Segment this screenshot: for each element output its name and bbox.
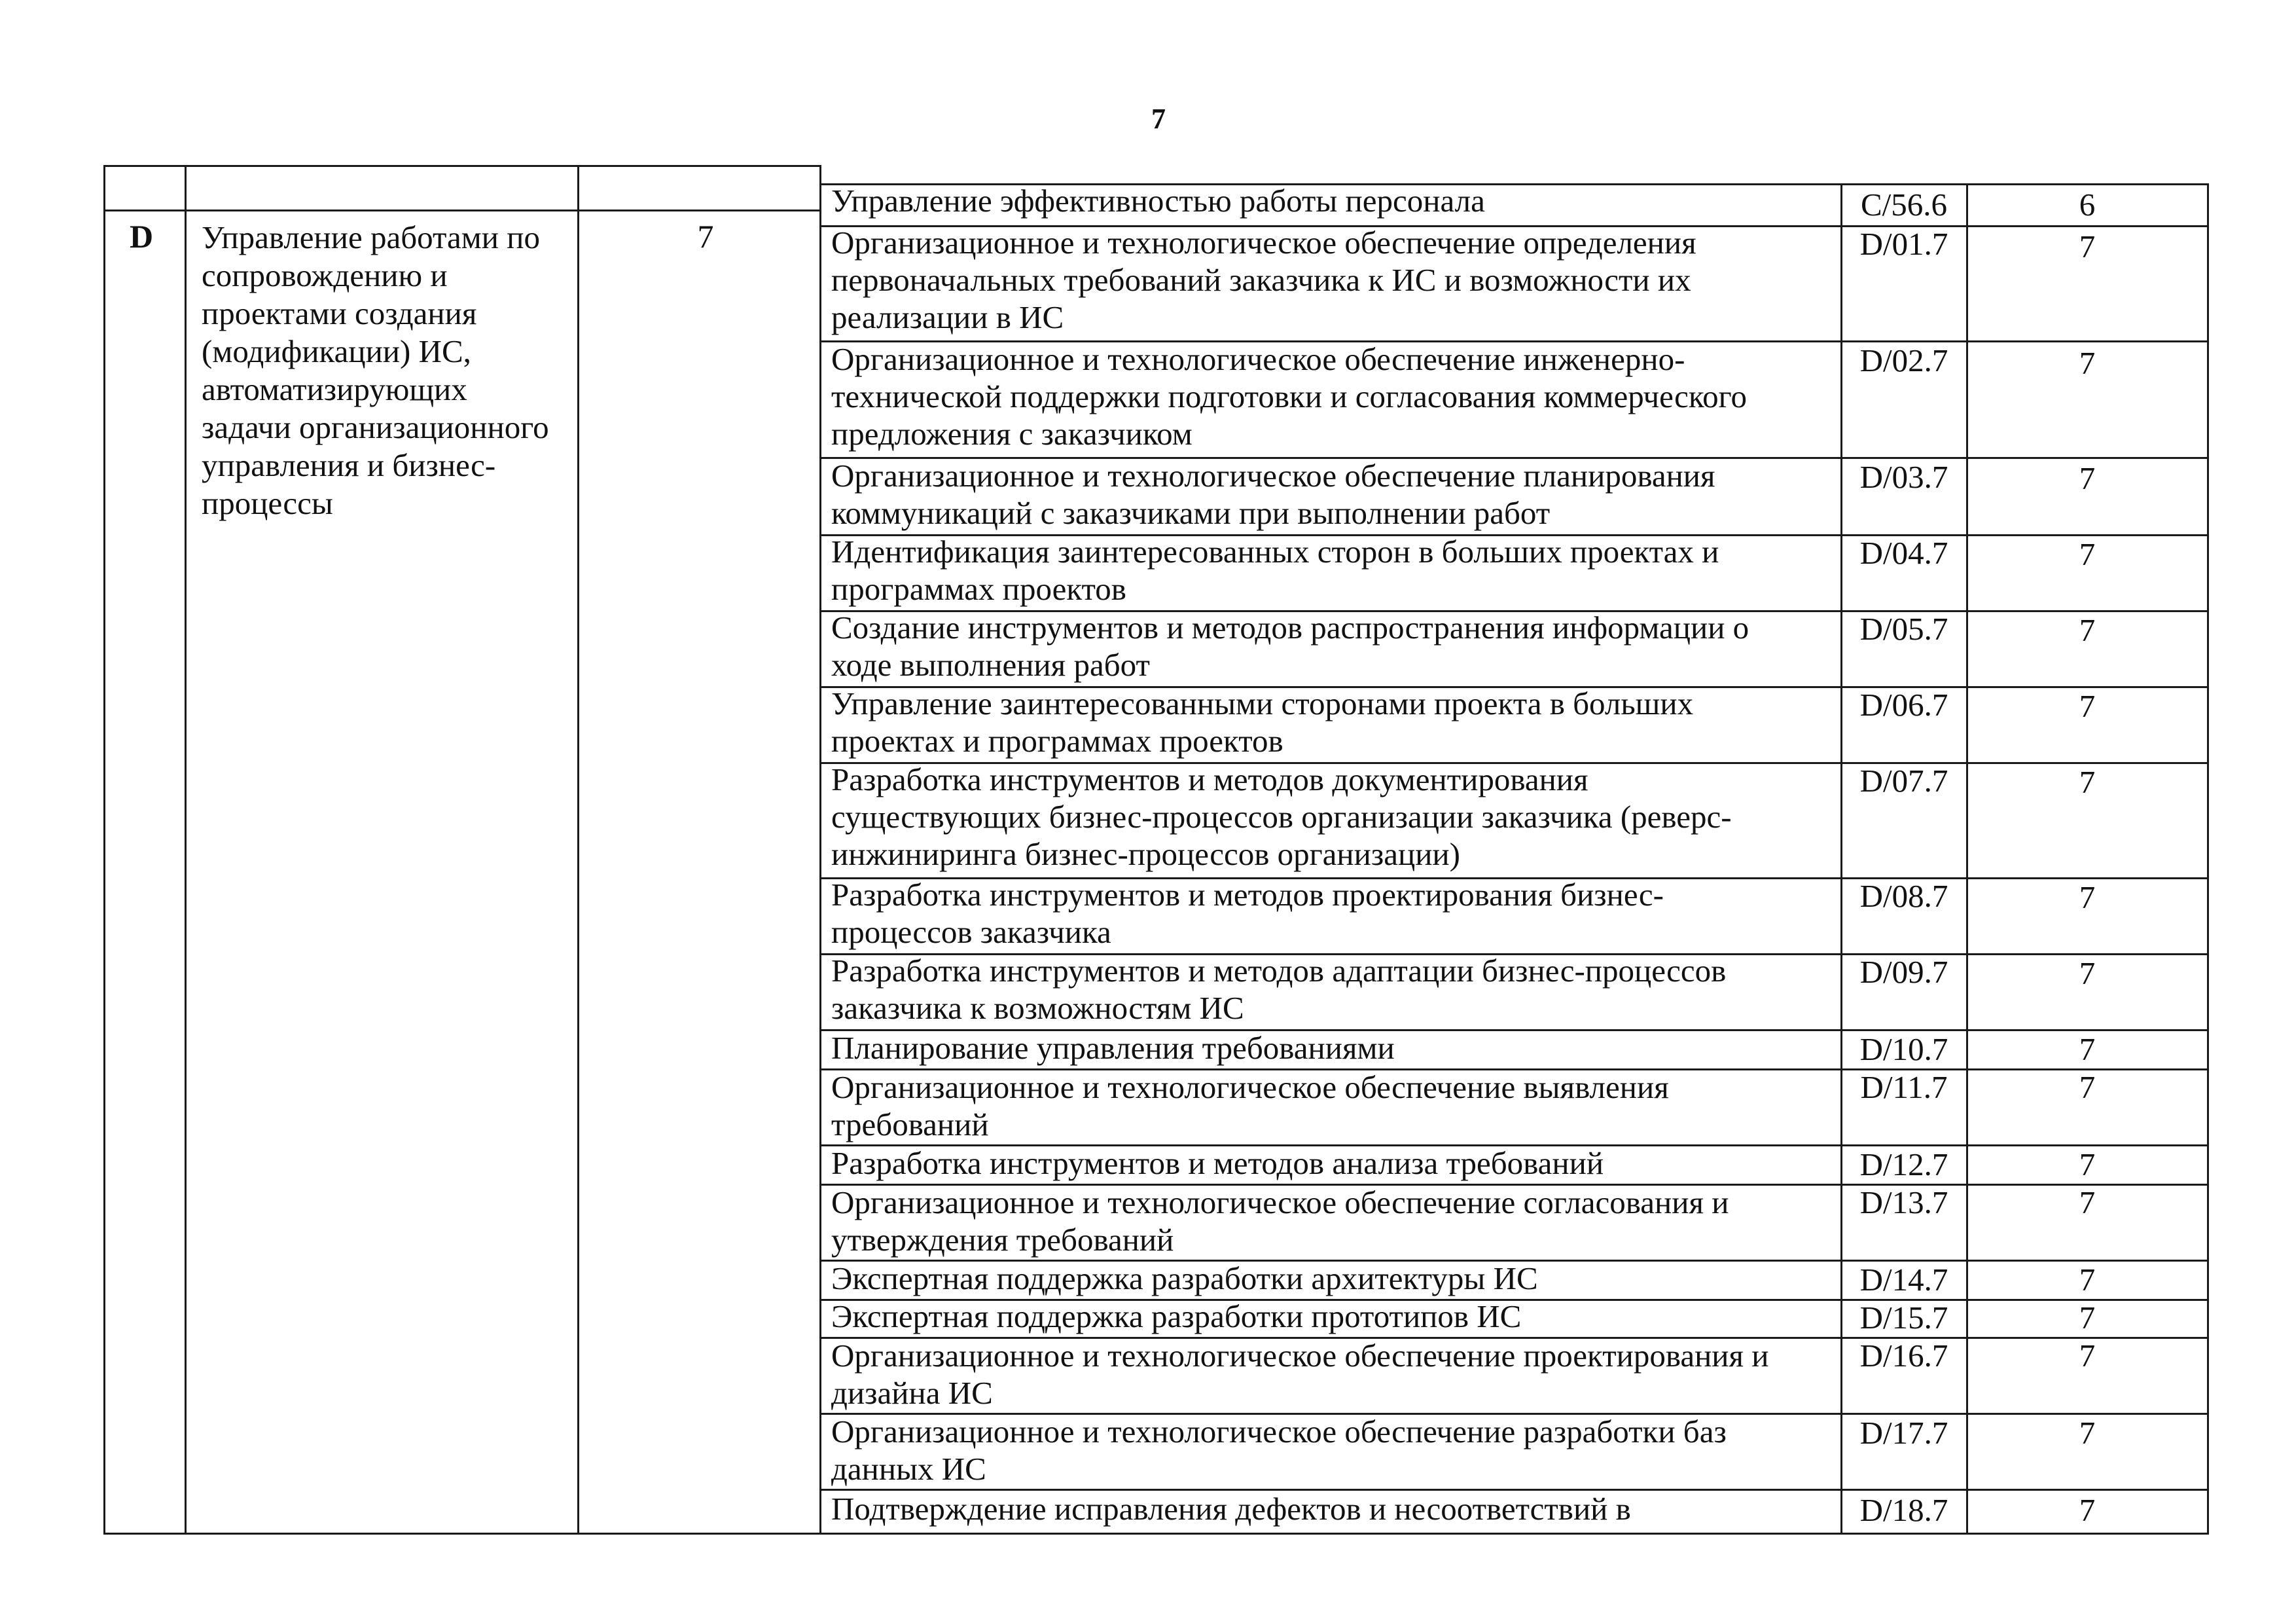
function-level: 7 bbox=[2079, 955, 2096, 991]
function-title bbox=[831, 1029, 1918, 1067]
function-title-line: Организационное и технологическое обеспечение разработки баз bbox=[831, 1413, 1727, 1450]
function-code: D/04.7 bbox=[1859, 535, 1948, 571]
function-level: 7 bbox=[2079, 1262, 2096, 1298]
function-level: 6 bbox=[2079, 187, 2096, 223]
function-level: 7 bbox=[2079, 1338, 2096, 1374]
function-code: D/18.7 bbox=[1859, 1492, 1948, 1528]
page-number: 7 bbox=[1151, 103, 1166, 135]
function-title bbox=[831, 876, 1918, 951]
function-title-line: Подтверждение исправления дефектов и несоответствий в bbox=[831, 1491, 1631, 1527]
function-title-line: утверждения требований bbox=[831, 1222, 1174, 1258]
function-level: 7 bbox=[2079, 1031, 2096, 1067]
function-title-line: Идентификация заинтересованных сторон в больших проектах и bbox=[831, 534, 1719, 570]
group-name-line: задачи организационного bbox=[202, 409, 549, 445]
function-level: 7 bbox=[2079, 1300, 2096, 1336]
group-name-line: автоматизирующих bbox=[202, 371, 467, 407]
function-title-line: процессов заказчика bbox=[831, 914, 1111, 950]
function-title-line: Разработка инструментов и методов документирования bbox=[831, 761, 1588, 797]
function-level: 7 bbox=[2079, 460, 2096, 496]
function-title-line: Управление эффективностью работы персонала bbox=[831, 183, 1485, 219]
function-title bbox=[831, 533, 1918, 608]
function-level: 7 bbox=[2079, 1492, 2096, 1528]
function-title-line: заказчика к возможностям ИС bbox=[831, 990, 1244, 1026]
group-name-line: управления и бизнес- bbox=[202, 447, 496, 483]
function-level: 7 bbox=[2079, 879, 2096, 915]
function-level: 7 bbox=[2079, 536, 2096, 572]
function-title bbox=[831, 761, 1918, 873]
function-title-line: Разработка инструментов и методов анализа требований bbox=[831, 1145, 1604, 1181]
table-border-left bbox=[103, 165, 105, 1535]
function-title-line: дизайна ИС bbox=[831, 1375, 993, 1411]
col-divider-3 bbox=[819, 165, 821, 1535]
function-code: D/06.7 bbox=[1859, 687, 1948, 723]
function-code: C/56.6 bbox=[1860, 187, 1948, 223]
function-title-line: предложения с заказчиком bbox=[831, 416, 1193, 452]
function-level: 7 bbox=[2079, 612, 2096, 648]
function-title-line: данных ИС bbox=[831, 1451, 986, 1487]
function-level: 7 bbox=[2079, 1069, 2096, 1105]
function-title-line: проектах и программах проектов bbox=[831, 723, 1283, 759]
function-level: 7 bbox=[2079, 228, 2096, 264]
function-code: D/02.7 bbox=[1859, 342, 1948, 378]
function-code: D/01.7 bbox=[1859, 226, 1948, 262]
function-title bbox=[831, 182, 1918, 219]
function-code: D/15.7 bbox=[1859, 1300, 1948, 1336]
group-name-line: процессы bbox=[202, 485, 333, 521]
function-title-line: существующих бизнес-процессов организации заказчика (реверс- bbox=[831, 799, 1732, 835]
function-title-line: Организационное и технологическое обеспечение планирования bbox=[831, 458, 1715, 494]
function-code: D/08.7 bbox=[1859, 878, 1948, 914]
function-title bbox=[831, 1260, 1918, 1297]
function-level: 7 bbox=[2079, 688, 2096, 724]
function-code: D/14.7 bbox=[1859, 1262, 1948, 1298]
function-title-line: Управление заинтересованными сторонами проекта в больших bbox=[831, 685, 1694, 721]
function-level: 7 bbox=[2079, 1415, 2096, 1451]
function-title bbox=[831, 1068, 1918, 1143]
function-title-line: коммуникаций с заказчиками при выполнении работ bbox=[831, 495, 1551, 531]
function-code: D/11.7 bbox=[1860, 1069, 1948, 1105]
function-title-line: Организационное и технологическое обеспечение проектирования и bbox=[831, 1338, 1769, 1374]
header-row-bottom-left bbox=[103, 210, 821, 211]
group-name-line: сопровождению и bbox=[202, 257, 448, 293]
function-title bbox=[831, 685, 1918, 759]
function-code: D/12.7 bbox=[1859, 1146, 1948, 1182]
function-title-line: ходе выполнения работ bbox=[831, 647, 1150, 683]
function-title-line: Разработка инструментов и методов адаптации бизнес-процессов bbox=[831, 953, 1727, 989]
function-code: D/13.7 bbox=[1859, 1184, 1948, 1220]
competency-table bbox=[103, 165, 2208, 1535]
function-title bbox=[831, 340, 1918, 452]
table-border-top bbox=[103, 165, 821, 167]
function-title-line: Экспертная поддержка разработки архитектуры ИС bbox=[831, 1260, 1538, 1296]
function-title-line: Экспертная поддержка разработки прототипов ИС bbox=[831, 1298, 1522, 1334]
function-title-line: первоначальных требований заказчика к ИС и возможности их bbox=[831, 262, 1691, 298]
group-name-line: (модификации) ИС, bbox=[202, 333, 471, 369]
function-title-line: программах проектов bbox=[831, 571, 1126, 607]
function-title-line: реализации в ИС bbox=[831, 299, 1064, 335]
function-title bbox=[831, 952, 1918, 1027]
group-name-line: проектами создания bbox=[202, 295, 477, 331]
function-code: D/09.7 bbox=[1859, 954, 1948, 990]
function-title bbox=[831, 1298, 1918, 1335]
group-name bbox=[202, 219, 581, 522]
function-code: D/17.7 bbox=[1859, 1415, 1948, 1451]
function-title bbox=[831, 224, 1918, 336]
function-title bbox=[831, 1184, 1918, 1258]
function-title-line: требований bbox=[831, 1106, 989, 1142]
function-title bbox=[831, 1337, 1918, 1412]
function-title-line: Организационное и технологическое обеспечение согласования и bbox=[831, 1184, 1729, 1220]
group-name-line: Управление работами по bbox=[202, 219, 540, 255]
function-title-line: Создание инструментов и методов распространения информации о bbox=[831, 610, 1749, 646]
function-title-line: Разработка инструментов и методов проектирования бизнес- bbox=[831, 877, 1664, 913]
function-title bbox=[831, 1144, 1918, 1182]
function-level: 7 bbox=[2079, 764, 2096, 800]
function-title-line: инжиниринга бизнес-процессов организации) bbox=[831, 836, 1460, 872]
function-title-line: Организационное и технологическое обеспечение выявления bbox=[831, 1069, 1669, 1105]
function-code: D/05.7 bbox=[1859, 611, 1948, 647]
function-title-line: Организационное и технологическое обеспечение инженерно- bbox=[831, 341, 1685, 377]
function-title bbox=[831, 1413, 1918, 1487]
function-level: 7 bbox=[2079, 1184, 2096, 1220]
function-level: 7 bbox=[2079, 345, 2096, 381]
function-level: 7 bbox=[2079, 1146, 2096, 1182]
group-level: 7 bbox=[697, 218, 714, 255]
function-title bbox=[831, 457, 1918, 532]
function-code: D/16.7 bbox=[1859, 1338, 1948, 1374]
function-code: D/10.7 bbox=[1859, 1031, 1948, 1067]
function-title-line: Планирование управления требованиями bbox=[831, 1030, 1395, 1066]
function-title-line: Организационное и технологическое обеспечение определения bbox=[831, 225, 1696, 261]
col-divider-1 bbox=[185, 165, 187, 1535]
function-title bbox=[831, 1490, 1918, 1527]
group-letter: D bbox=[130, 218, 154, 255]
function-code: D/07.7 bbox=[1859, 763, 1948, 799]
function-title-line: технической поддержки подготовки и согласования коммерческого bbox=[831, 378, 1748, 414]
function-title bbox=[831, 609, 1918, 684]
function-code: D/03.7 bbox=[1859, 459, 1948, 495]
table-border-bottom bbox=[103, 1533, 2209, 1535]
